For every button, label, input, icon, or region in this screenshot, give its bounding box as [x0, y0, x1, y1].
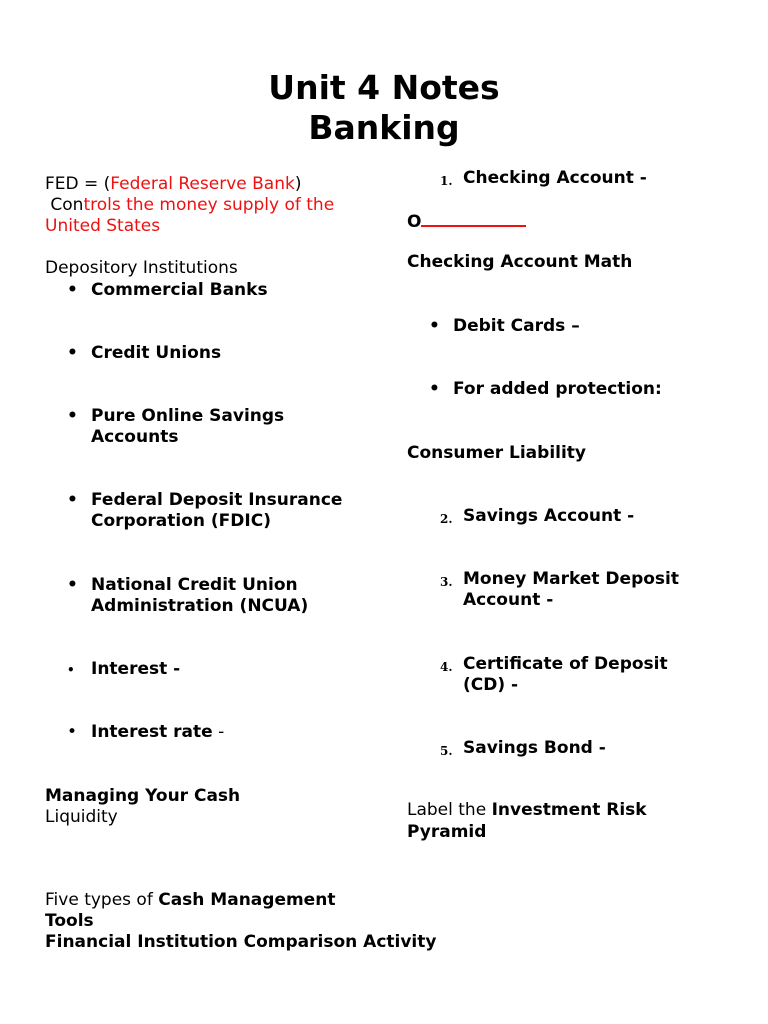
- fill-in-blank: [421, 211, 526, 227]
- bullet-suffix: -: [212, 722, 225, 742]
- item-checking-account: [407, 168, 647, 192]
- item-text-cont: Account -: [463, 590, 554, 610]
- bullet-online-savings: [67, 406, 284, 448]
- page-subtitle: Banking: [308, 108, 460, 147]
- bullet-text: Federal Deposit Insurance: [91, 490, 343, 510]
- bullet-icon: [67, 280, 91, 301]
- label-pyramid-line-2: Pyramid: [407, 822, 487, 842]
- bullet-text: Credit Unions: [91, 343, 222, 363]
- fed-prefix: FED = (: [45, 174, 111, 194]
- label-bold: Investment Risk: [491, 800, 647, 820]
- page-title: Unit 4 Notes: [268, 68, 500, 107]
- bullet-text-cont: Accounts: [91, 427, 179, 447]
- fed-suffix: ): [294, 174, 302, 194]
- item-number: 1.: [440, 174, 453, 188]
- controls-line-1: [45, 195, 334, 216]
- item-number: 3.: [440, 575, 453, 589]
- item-text: Money Market Deposit: [463, 569, 679, 589]
- five-types-bold: Cash Management: [158, 890, 336, 910]
- item-number: 2.: [440, 512, 453, 526]
- bullet-text: Pure Online Savings: [91, 406, 285, 426]
- bullet-icon: [67, 406, 91, 448]
- bullet-text: Interest rate: [91, 722, 213, 742]
- item-number: 5.: [440, 744, 453, 758]
- item-savings-account: [407, 506, 634, 530]
- bullet-added-protection: [429, 379, 662, 400]
- item-text: Savings Account -: [463, 506, 635, 526]
- bullet-credit-unions: [67, 343, 221, 364]
- comparison-activity: Financial Institution Comparison Activity: [45, 932, 437, 952]
- bullet-commercial-banks: [67, 280, 268, 301]
- five-types-line: [45, 890, 335, 911]
- bullet-text: Interest -: [91, 659, 181, 679]
- item-number: 4.: [440, 660, 453, 674]
- bullet-icon: [67, 722, 91, 743]
- bullet-debit-cards: [429, 316, 580, 337]
- bullet-fdic: [67, 490, 342, 532]
- item-savings-bond: [407, 738, 606, 762]
- fed-name: Federal Reserve Bank: [110, 174, 295, 194]
- bullet-icon: [429, 379, 453, 400]
- item-text: Certificate of Deposit: [463, 654, 668, 674]
- bullet-icon: [67, 490, 91, 532]
- o-letter: O: [407, 212, 422, 232]
- bullet-icon: [67, 575, 91, 617]
- bullet-text: For added protection:: [453, 379, 662, 399]
- bullet-text: Commercial Banks: [91, 280, 268, 300]
- item-text: Savings Bond -: [463, 738, 606, 758]
- bullet-ncua: [67, 575, 308, 617]
- bullet-interest-rate: [67, 722, 224, 743]
- item-money-market: [407, 569, 679, 611]
- managing-heading: Managing Your Cash: [45, 786, 241, 806]
- controls-black-text: Con: [50, 195, 84, 215]
- liquidity: Liquidity: [45, 807, 118, 827]
- bullet-icon: [67, 343, 91, 364]
- bullet-icon: [67, 659, 91, 681]
- controls-line-2: United States: [45, 216, 161, 236]
- bullet-text-cont: Administration (NCUA): [91, 596, 309, 616]
- controls-red-1: trols the money supply of the: [83, 195, 335, 215]
- consumer-liability: Consumer Liability: [407, 443, 587, 463]
- checking-account-math: Checking Account Math: [407, 252, 633, 272]
- item-text: Checking Account -: [463, 168, 647, 188]
- bullet-icon: [429, 316, 453, 337]
- item-text-cont: (CD) -: [463, 675, 519, 695]
- five-types-line-2: Tools: [45, 911, 94, 931]
- five-types-prefix: Five types of: [45, 890, 159, 910]
- depository-heading: Depository Institutions: [45, 258, 238, 278]
- bullet-text: Debit Cards –: [453, 316, 580, 336]
- label-prefix: Label the: [407, 800, 492, 820]
- o-blank-line: [407, 211, 526, 233]
- bullet-interest: [67, 659, 180, 681]
- label-pyramid-line: [407, 800, 647, 821]
- bullet-text-cont: Corporation (FDIC): [91, 511, 271, 531]
- fed-line: [45, 174, 301, 195]
- bullet-text: National Credit Union: [91, 575, 298, 595]
- item-certificate-of-deposit: [407, 654, 668, 696]
